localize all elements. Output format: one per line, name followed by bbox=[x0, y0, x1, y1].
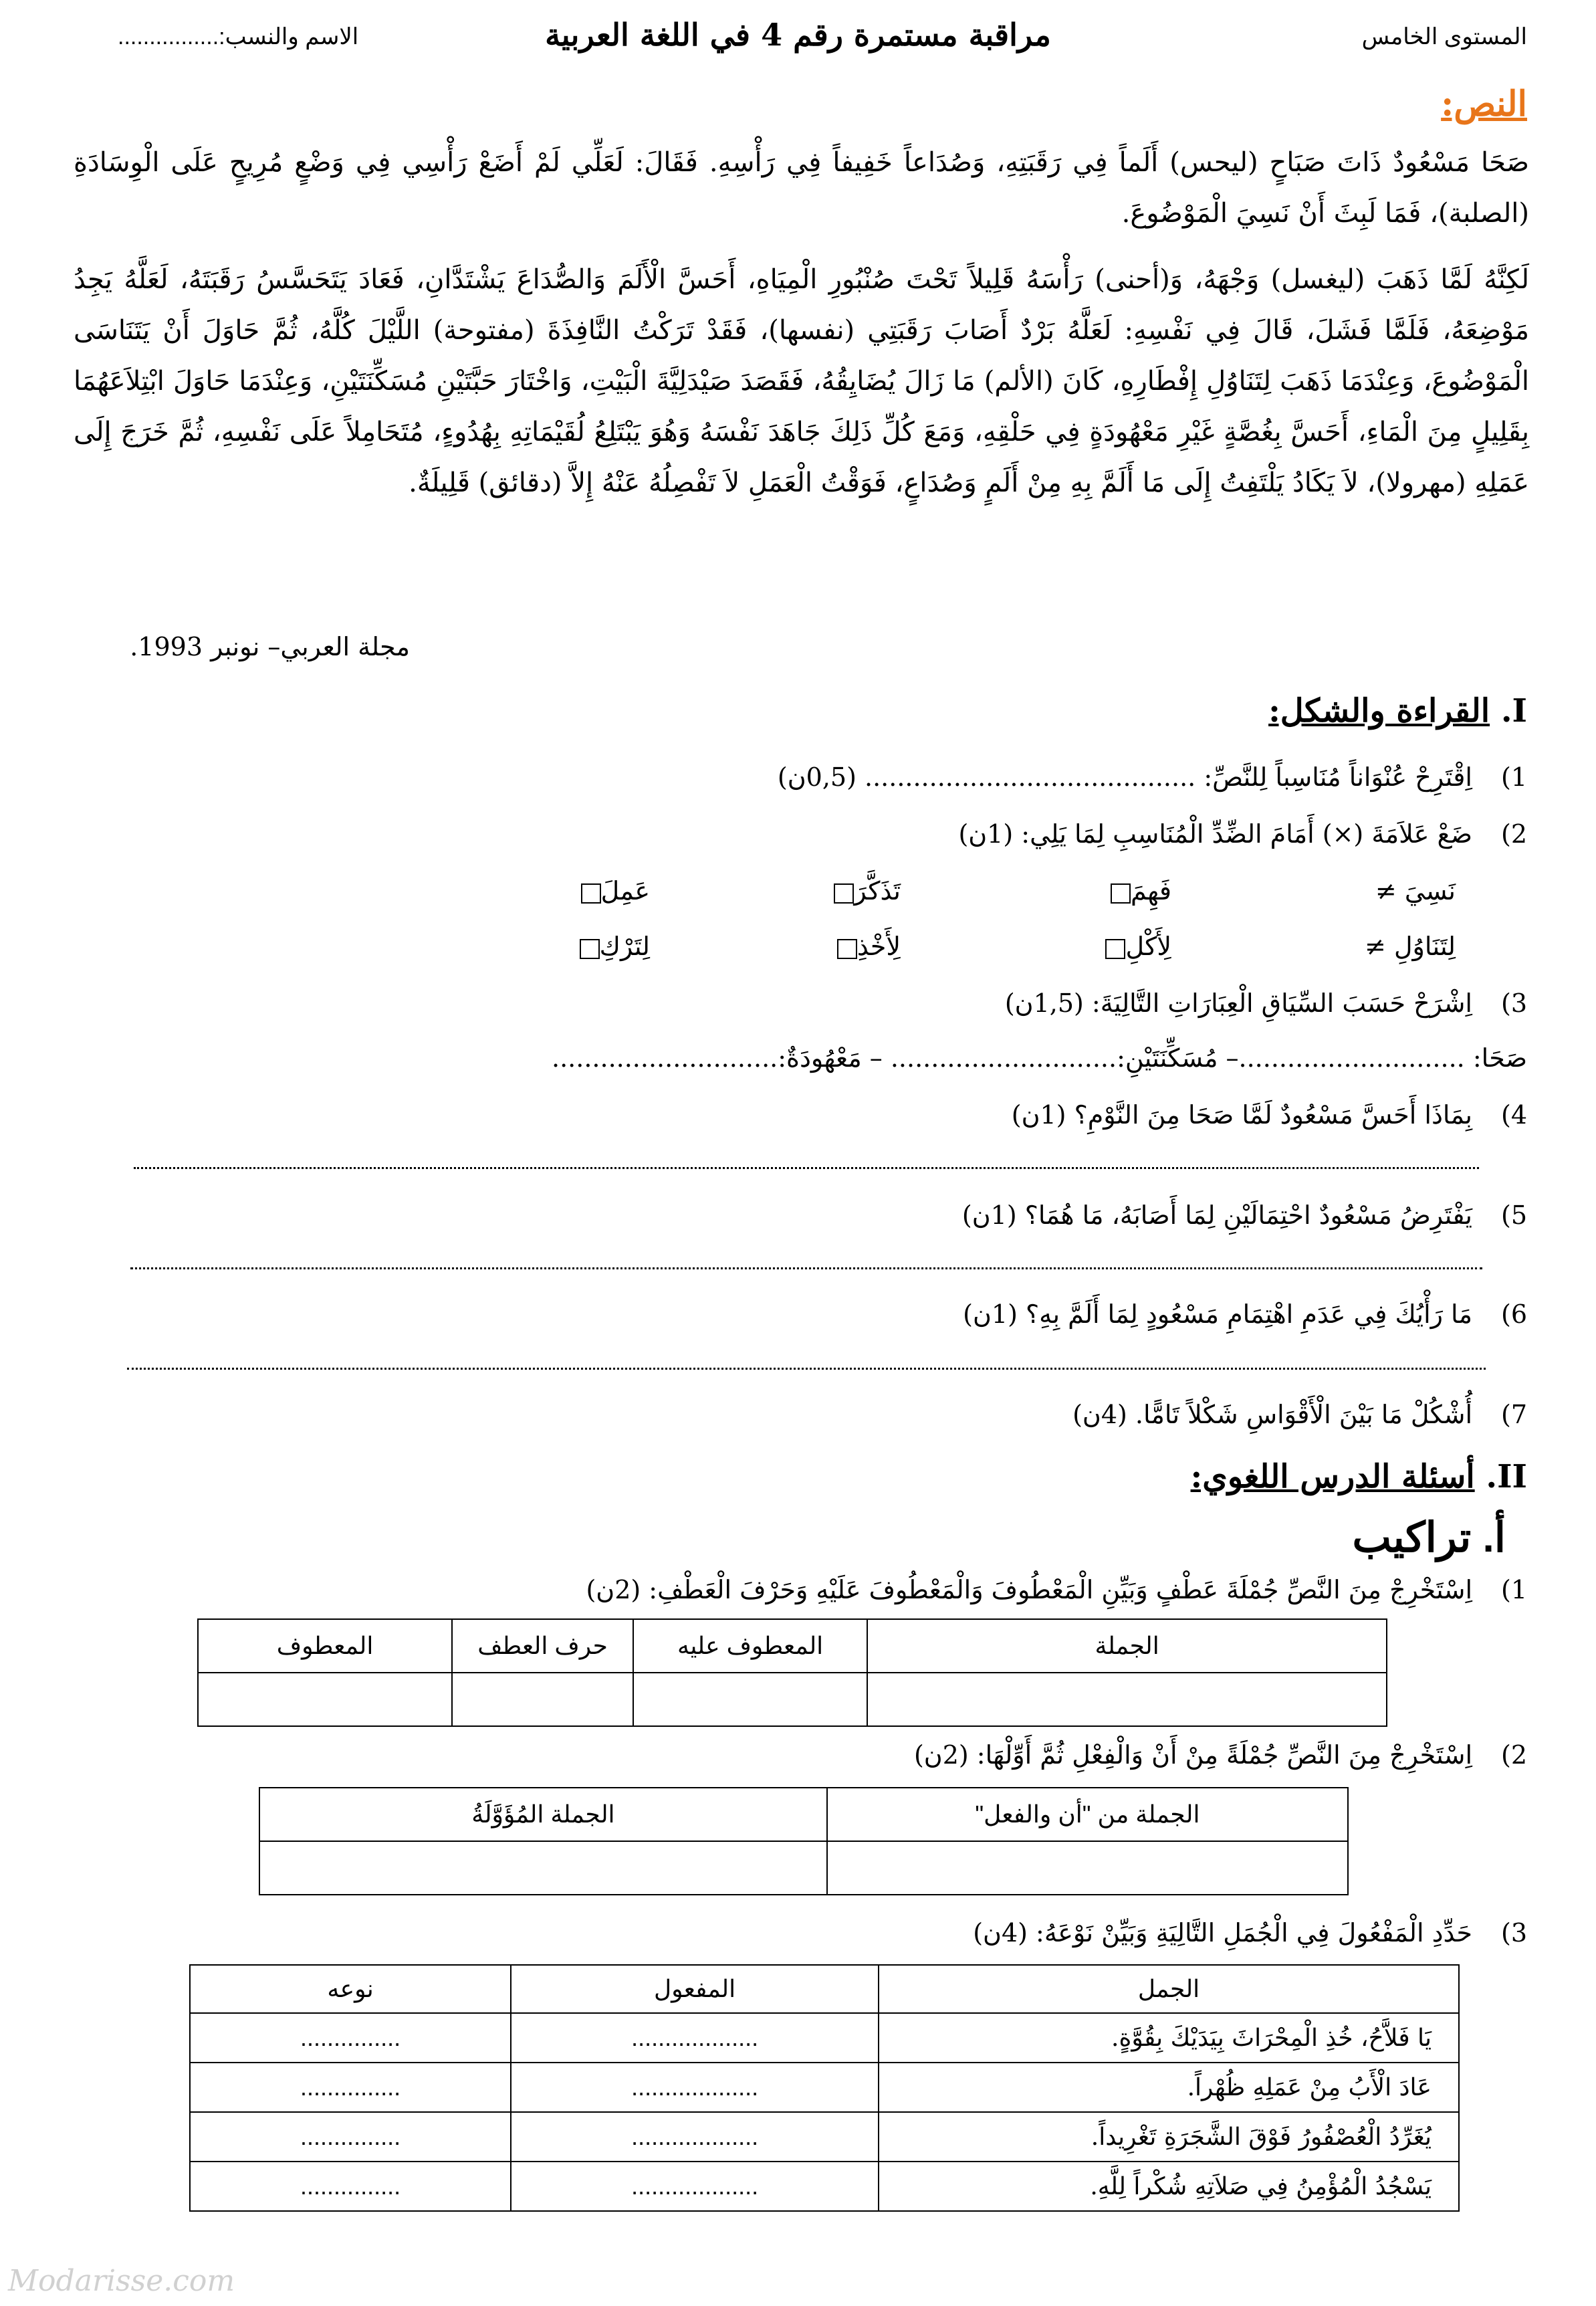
table2-cell[interactable] bbox=[827, 1841, 1348, 1895]
checkbox[interactable] bbox=[834, 883, 854, 904]
section-2-number: II. bbox=[1486, 1458, 1527, 1495]
table3-type[interactable]: ............... bbox=[190, 2063, 511, 2112]
table1-cell[interactable] bbox=[198, 1673, 452, 1726]
text-source: مجلة العربي– نونبر 1993. bbox=[130, 632, 410, 661]
section-2-heading bbox=[1191, 1458, 1527, 1495]
subsection-tarakib: أ. تراكيب bbox=[1352, 1515, 1506, 1561]
q2-word-1: نَسِيَ ≠ bbox=[1375, 876, 1456, 906]
q2-number: 2) bbox=[1500, 819, 1527, 849]
table2-cell[interactable] bbox=[259, 1841, 827, 1895]
checkbox[interactable] bbox=[581, 883, 601, 904]
table1-cell[interactable] bbox=[867, 1673, 1387, 1726]
q2-option-2-3[interactable]: لِتَرْكِ bbox=[577, 932, 650, 961]
checkbox[interactable] bbox=[580, 939, 600, 959]
table3-object[interactable]: ................... bbox=[511, 2162, 879, 2211]
q5-answer-line[interactable] bbox=[130, 1267, 1482, 1269]
table3-header-type: نوعه bbox=[190, 1965, 511, 2013]
q6-number: 6) bbox=[1500, 1299, 1527, 1329]
q2-option-1-3[interactable]: عَمِلَ bbox=[578, 876, 650, 906]
table3-sentence: عَادَ الْأَبُ مِنْ عَمَلِهِ ظُهْراً. bbox=[879, 2063, 1459, 2112]
q5-number: 5) bbox=[1500, 1200, 1527, 1230]
table3-sentence: يَسْجُدُ الْمُؤْمِنُ فِي صَلاَتِهِ شُكْراً لِلَّهِ. bbox=[879, 2162, 1459, 2211]
table2-header-interpreted: الجملة المُؤَوَّلَةُ bbox=[259, 1788, 827, 1841]
table3-type[interactable]: ............... bbox=[190, 2112, 511, 2162]
table3-object[interactable]: ................... bbox=[511, 2063, 879, 2112]
s2-q2-number: 2) bbox=[1500, 1740, 1527, 1770]
object-table bbox=[189, 1964, 1460, 2212]
exam-title: مراقبة مستمرة رقم 4 في اللغة العربية bbox=[545, 17, 1051, 53]
table3-type[interactable]: ............... bbox=[190, 2013, 511, 2063]
table1-cell[interactable] bbox=[633, 1673, 867, 1726]
q7-number: 7) bbox=[1500, 1400, 1527, 1429]
table1-cell[interactable] bbox=[452, 1673, 633, 1726]
q3-text: اِشْرَحْ حَسَبَ السِّيَاقِ الْعِبَارَاتِ التَّالِيَةَ: (1,5ن) bbox=[1004, 988, 1472, 1018]
q1-text: اِقْتَرِحْ عُنْوَاناً مُنَاسِباً لِلنَّصِّ: ......................................... (0,5ن) bbox=[777, 762, 1472, 792]
s2-q3-number: 3) bbox=[1500, 1918, 1527, 1948]
table3-object[interactable]: ................... bbox=[511, 2013, 879, 2063]
q3-answer-line[interactable]: صَحَا: ............................– مُسَكِّنَتَيْنِ:............................ – مَعْهُودَةٌ:............................ bbox=[552, 1043, 1527, 1073]
q3-number: 3) bbox=[1500, 988, 1527, 1018]
table2-header-sentence: الجملة من "أن والفعل" bbox=[827, 1788, 1348, 1841]
checkbox[interactable] bbox=[1105, 939, 1125, 959]
table3-header-sentences: الجمل bbox=[879, 1965, 1459, 2013]
table3-type[interactable]: ............... bbox=[190, 2162, 511, 2211]
section-1-title: القراءة والشكل: bbox=[1268, 692, 1490, 730]
s2-q1-text: اِسْتَخْرِجْ مِنَ النَّصِّ جُمْلَةَ عَطْفٍ وَبَيِّنِ الْمَعْطُوفَ وَالْمَعْطُوفَ عَلَيْهِ وَحَرْفَ الْعَطْفِ: (2ن) bbox=[586, 1575, 1472, 1604]
table1-header-conjoined-to: المعطوف عليه bbox=[633, 1619, 867, 1673]
table3-sentence: يَا فَلاَّحُ، خُذِ الْمِحْرَاثَ بِيَدَيْكَ بِقُوَّةٍ. bbox=[879, 2013, 1459, 2063]
s2-q2-text: اِسْتَخْرِجْ مِنَ النَّصِّ جُمْلَةً مِنْ أَنْ وَالْفِعْلِ ثُمَّ أَوِّلْهَا: (2ن) bbox=[913, 1740, 1472, 1770]
q2-word-2: لِتَنَاوُلِ ≠ bbox=[1365, 932, 1456, 961]
q7-text: أُشْكُلْ مَا بَيْنَ الْأَقْوَاسِ شَكْلاً تَامًّا. (4ن) bbox=[1072, 1400, 1472, 1429]
text-section-label: النص: bbox=[1441, 84, 1527, 124]
checkbox[interactable] bbox=[1111, 883, 1131, 904]
table3-object[interactable]: ................... bbox=[511, 2112, 879, 2162]
section-1-heading bbox=[1268, 692, 1527, 730]
q2-option-1-1[interactable]: فَهِمَ bbox=[1108, 876, 1171, 906]
q4-number: 4) bbox=[1500, 1100, 1527, 1130]
table1-header-conjoined: المعطوف bbox=[198, 1619, 452, 1673]
text-paragraph-2: لَكِنَّهُ لَمَّا ذَهَبَ (ليغسل) وَجْهَهُ، وَ(أحنى) رَأْسَهُ قَلِيلاً تَحْتَ صُنْبُورِ الْمِيَاهِ، أَحَسَّ الْأَلَمَ وَالصُّدَاعَ يَشْتَدَّانِ، فَعَادَ يَتَحَسَّسُ رَقَبَتَهُ، لَعَلَّهُ يَجِدُ مَوْضِعَهُ، فَلَمَّا فَشَلَ، قَالَ فِي نَفْسِهِ: لَعَلَّهُ بَرْدٌ أَصَابَ رَقَبَتِي (نفسها)، فَقَدْ تَرَكْتُ النَّافِذَةَ (مفتوحة) اللَّيْلَ كُلَّهُ، ثُمَّ حَاوَلَ أَنْ يَتَنَاسَى الْمَوْضُوعَ، وَعِنْدَمَا ذَهَبَ لِتَنَاوُلِ إِفْطَارِهِ، كَانَ (الألم) مَا زَالَ يُضَايِقُهُ، فَقَصَدَ صَيْدَلِيَّةَ الْبَيْتِ، وَاخْتَارَ حَبَّتَيْنِ مُسَكِّنَتَيْنِ، وَعِنْدَمَا حَاوَلَ ابْتِلاَعَهُمَا بِقَلِيلٍ مِنَ الْمَاءِ، أَحَسَّ بِغُصَّةٍ غَيْرِ مَعْهُودَةٍ فِي حَلْقِهِ، وَمَعَ كُلِّ ذَلِكَ جَاهَدَ نَفْسَهُ وَهُوَ يَبْتَلِعُ لُقَيْمَاتِهِ بِهُدُوءٍ، مُتَحَامِلاً عَلَى نَفْسِهِ، ثُمَّ خَرَجَ إِلَى عَمَلِهِ (مهرولا)، لاَ يَكَادُ يَلْتَفِتُ إِلَى مَا أَلَمَّ بِهِ مِنْ أَلَمٍ وَصُدَاعٍ، فَوَقْتُ الْعَمَلِ لاَ تَفْصِلُهُ عَنْهُ إِلاَّ (دقائق) قَلِيلَةٌ. bbox=[74, 264, 1530, 498]
q2-text: ضَعْ عَلاَمَةَ (×) أَمَامَ الضِّدِّ الْمُنَاسِبِ لِمَا يَلِي: (1ن) bbox=[958, 819, 1472, 849]
q6-text: مَا رَأْيُكَ فِي عَدَمِ اهْتِمَامِ مَسْعُودٍ لِمَا أَلَمَّ بِهِ؟ (1ن) bbox=[963, 1299, 1472, 1329]
q5-text: يَفْتَرِضُ مَسْعُودٌ احْتِمَالَيْنِ لِمَا أَصَابَهُ، مَا هُمَا؟ (1ن) bbox=[961, 1200, 1472, 1230]
table3-header-object: المفعول bbox=[511, 1965, 879, 2013]
conjunction-table bbox=[197, 1618, 1387, 1727]
section-2-title: أسئلة الدرس اللغوي: bbox=[1190, 1458, 1475, 1495]
watermark: Modarisse.com bbox=[8, 2264, 235, 2298]
table1-header-sentence: الجملة bbox=[867, 1619, 1387, 1673]
q4-text: بِمَاذَا أَحَسَّ مَسْعُودٌ لَمَّا صَحَا مِنَ النَّوْمِ؟ (1ن) bbox=[1011, 1100, 1472, 1130]
level-label: المستوى الخامس bbox=[1361, 24, 1527, 49]
q1-number: 1) bbox=[1500, 762, 1527, 792]
q6-answer-line[interactable] bbox=[127, 1368, 1486, 1370]
q4-answer-line[interactable] bbox=[134, 1167, 1479, 1169]
text-paragraph-1: صَحَا مَسْعُودٌ ذَاتَ صَبَاحٍ (ليحس) أَلَماً فِي رَقَبَتِهِ، وَصُدَاعاً خَفِيفاً فِي رَأْسِهِ. فَقَالَ: لَعَلِّي لَمْ أَضَعْ رَأْسِي فِي وَضْعٍ مُرِيحٍ عَلَى الْوِسَادَةِ (الصلبة)، فَمَا لَبِثَ أَنْ نَسِيَ الْمَوْضُوعَ. bbox=[74, 147, 1529, 229]
table1-header-conjunction: حرف العطف bbox=[452, 1619, 633, 1673]
q2-option-1-2[interactable]: تَذَكَّرَ bbox=[831, 876, 901, 906]
q2-option-2-2[interactable]: لِأَخْذِ bbox=[834, 932, 901, 961]
table3-sentence: يُغَرِّدُ الْعُصْفُورُ فَوْقَ الشَّجَرَةِ تَغْرِيداً. bbox=[879, 2112, 1459, 2162]
interpretation-table bbox=[259, 1787, 1349, 1895]
section-1-number: I. bbox=[1500, 692, 1527, 730]
q2-option-2-1[interactable]: لِأَكْلِ bbox=[1103, 932, 1171, 961]
s2-q1-number: 1) bbox=[1500, 1575, 1527, 1604]
checkbox[interactable] bbox=[837, 939, 857, 959]
s2-q3-text: حَدِّدِ الْمَفْعُولَ فِي الْجُمَلِ التَّالِيَةِ وَبَيِّنْ نَوْعَهُ: (4ن) bbox=[973, 1918, 1472, 1948]
name-field: الاسم والنسب:................ bbox=[118, 24, 359, 49]
